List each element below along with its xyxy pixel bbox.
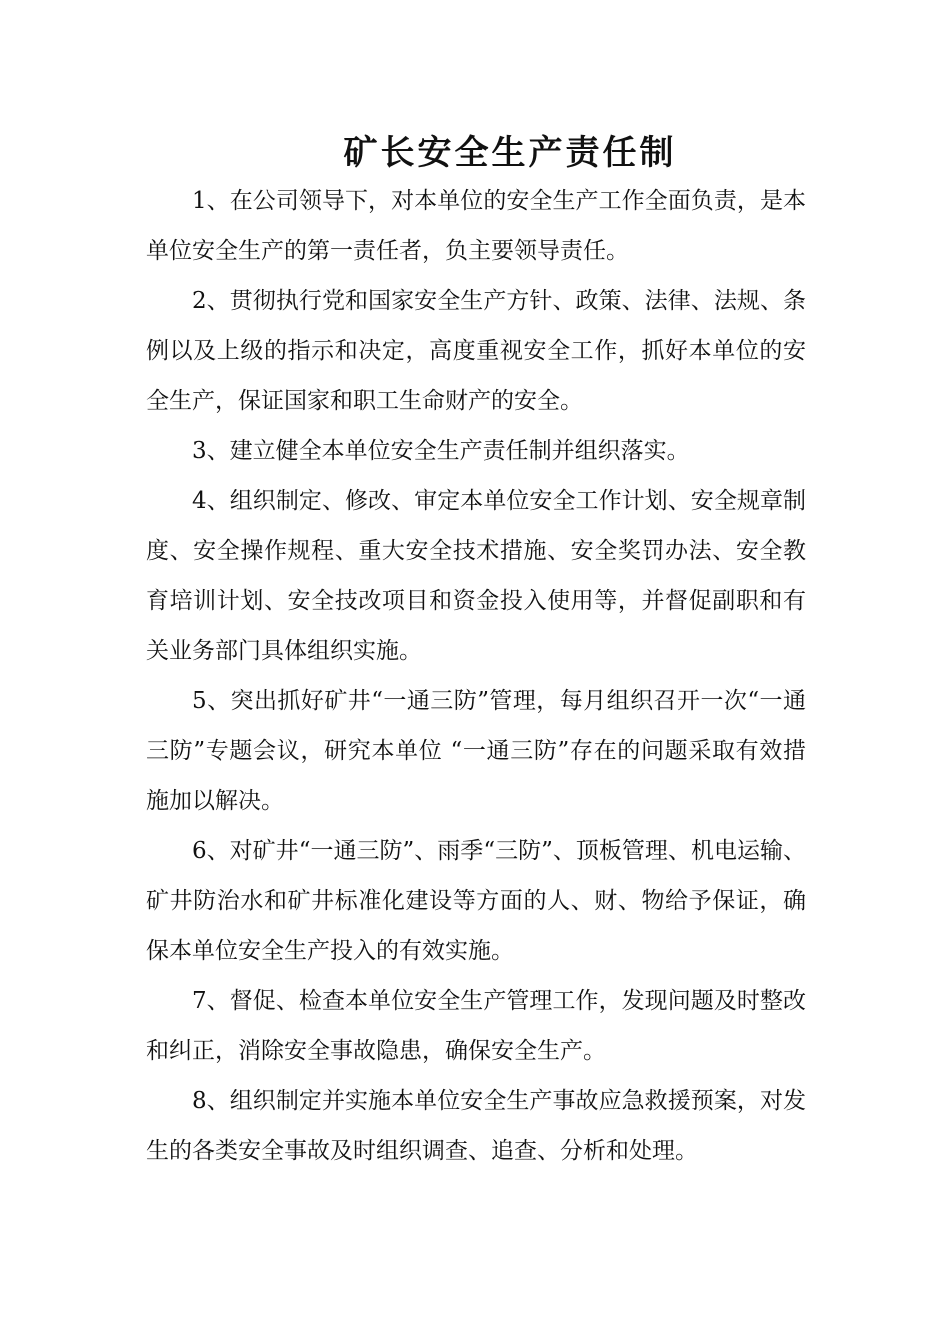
paragraph-8: 8、组织制定并实施本单位安全生产事故应急救援预案，对发生的各类安全事故及时组织调查、追查、分析和处理。 [146, 1088, 806, 1164]
paragraph-4: 4、组织制定、修改、审定本单位安全工作计划、安全规章制度、安全操作规程、重大安全技术措施、安全奖罚办法、安全教育培训计划、安全技改项目和资金投入使用等，并督促副职和有关业务部门具体组织实施。 [146, 488, 806, 664]
document-title: 矿长安全生产责任制 [343, 133, 677, 173]
paragraph-5: 5、突出抓好矿井“一通三防”管理，每月组织召开一次“一通三防”专题会议，研究本单位 “一通三防”存在的问题采取有效措施加以解决。 [146, 688, 806, 814]
document-body [146, 176, 806, 1176]
paragraph-2: 2、贯彻执行党和国家安全生产方针、政策、法律、法规、条例以及上级的指示和决定，高度重视安全工作，抓好本单位的安全生产，保证国家和职工生命财产的安全。 [146, 288, 806, 414]
paragraph-7: 7、督促、检查本单位安全生产管理工作，发现问题及时整改和纠正，消除安全事故隐患，确保安全生产。 [146, 988, 806, 1064]
paragraph-1: 1、在公司领导下，对本单位的安全生产工作全面负责，是本单位安全生产的第一责任者，负主要领导责任。 [146, 188, 806, 264]
paragraph-3: 3、建立健全本单位安全生产责任制并组织落实。 [192, 438, 690, 464]
paragraph-6: 6、对矿井“一通三防”、雨季“三防”、顶板管理、机电运输、矿井防治水和矿井标准化建设等方面的人、财、物给予保证，确保本单位安全生产投入的有效实施。 [146, 838, 806, 964]
